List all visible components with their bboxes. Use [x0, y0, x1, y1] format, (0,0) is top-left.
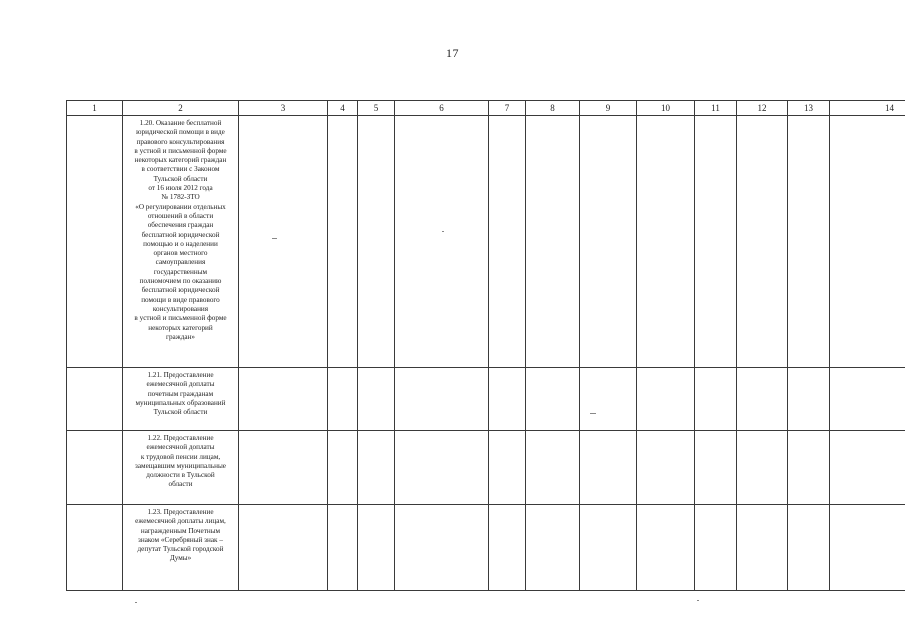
table-cell [737, 116, 788, 368]
column-header-1: 1 [67, 101, 123, 116]
table-cell [395, 368, 489, 431]
column-header-4: 4 [328, 101, 358, 116]
table-cell [830, 431, 905, 505]
table-cell [67, 431, 123, 505]
table-cell [328, 368, 358, 431]
table-cell [788, 116, 830, 368]
table-cell [830, 116, 905, 368]
table-cell [580, 505, 637, 591]
table-cell [358, 431, 395, 505]
table-cell [239, 368, 328, 431]
table-cell [637, 505, 695, 591]
table-row [67, 116, 905, 368]
column-header-13: 13 [788, 101, 830, 116]
table-cell [737, 505, 788, 591]
scan-speck [135, 602, 137, 603]
column-header-9: 9 [580, 101, 637, 116]
table-row [67, 431, 905, 505]
table-cell [580, 368, 637, 431]
table-cell [239, 431, 328, 505]
row-description: 1.23. Предоставление ежемесячной доплаты лицам, награжденным Почетным знаком «Серебряный знак – депутат Тульской городской Думы» [123, 505, 239, 591]
column-header-3: 3 [239, 101, 328, 116]
table-cell [239, 505, 328, 591]
table-cell [489, 116, 526, 368]
table-cell [526, 505, 580, 591]
table-cell [526, 431, 580, 505]
table-cell [239, 116, 328, 368]
row-description: 1.21. Предоставление ежемесячной доплаты почетным гражданам муниципальных образований Тульской области [123, 368, 239, 431]
page-number: 17 [446, 46, 459, 60]
header-row [67, 101, 905, 116]
scan-speck [442, 231, 444, 232]
table-cell [67, 116, 123, 368]
table-cell [526, 368, 580, 431]
table-cell [358, 368, 395, 431]
table-cell [695, 505, 737, 591]
table-cell [695, 116, 737, 368]
table-cell [395, 116, 489, 368]
table-row [67, 368, 905, 431]
table-cell [788, 505, 830, 591]
table-cell [395, 505, 489, 591]
table-cell [489, 431, 526, 505]
column-header-8: 8 [526, 101, 580, 116]
table-cell [328, 431, 358, 505]
table-cell [580, 431, 637, 505]
table-cell [580, 116, 637, 368]
column-header-14: 14 [830, 101, 905, 116]
table-cell [788, 431, 830, 505]
column-header-11: 11 [695, 101, 737, 116]
table-cell [737, 368, 788, 431]
column-header-5: 5 [358, 101, 395, 116]
row-description: 1.22. Предоставление ежемесячной доплаты к трудовой пенсии лицам, замещавшим муниципальные должности в Тульской области [123, 431, 239, 505]
table-cell [830, 368, 905, 431]
table-cell [830, 505, 905, 591]
column-header-10: 10 [637, 101, 695, 116]
table-row [67, 505, 905, 591]
report-table [66, 100, 905, 591]
table-cell [695, 368, 737, 431]
row-description: 1.20. Оказание бесплатной юридической помощи в виде правового консультирования в устной и письменной форме некоторых категорий граждан в соответствии с Законом Тульской области от 16 июля 2012 года № 1782-ЗТО «О регулировании отдельных отношений в области обеспечения граждан бесплатной юридической помощью и о наделении органов местного самоуправления государственным полномочием по оказанию бесплатной юридической помощи в виде правового консультирования в устной и письменной форме некоторых категорий граждан» [123, 116, 239, 368]
scan-speck [590, 413, 596, 414]
column-header-6: 6 [395, 101, 489, 116]
column-header-2: 2 [123, 101, 239, 116]
table-cell [67, 505, 123, 591]
table-cell [526, 116, 580, 368]
table-cell [695, 431, 737, 505]
scan-speck [697, 600, 699, 601]
column-header-12: 12 [737, 101, 788, 116]
table-cell [637, 368, 695, 431]
table-cell [358, 116, 395, 368]
table-cell [328, 116, 358, 368]
table-cell [358, 505, 395, 591]
table-cell [637, 431, 695, 505]
scan-speck [272, 238, 277, 239]
table-cell [737, 431, 788, 505]
table-cell [489, 505, 526, 591]
table-cell [67, 368, 123, 431]
table-cell [395, 431, 489, 505]
table-cell [788, 368, 830, 431]
table-cell [328, 505, 358, 591]
column-header-7: 7 [489, 101, 526, 116]
table-cell [489, 368, 526, 431]
table-cell [637, 116, 695, 368]
